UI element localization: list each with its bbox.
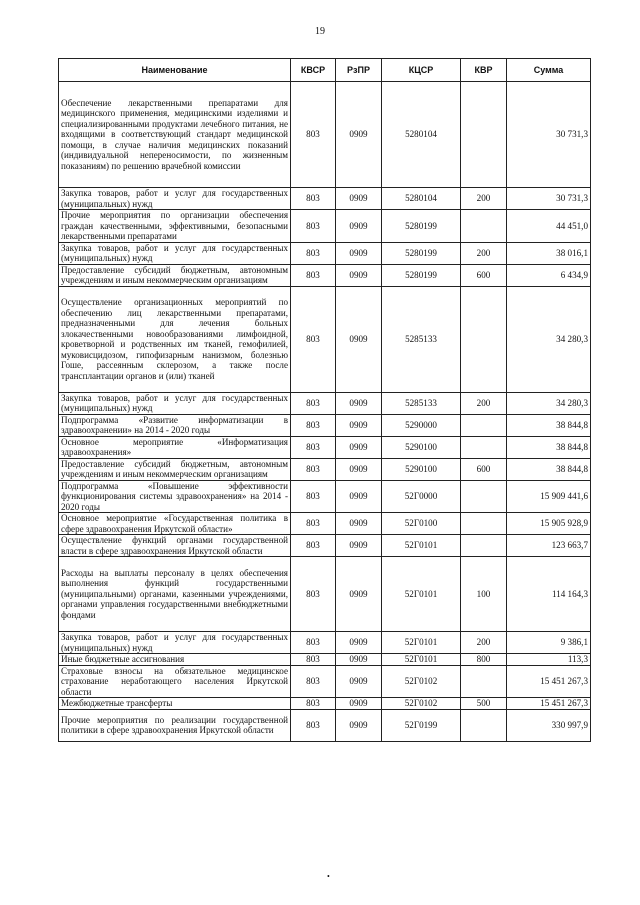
cell-kvr <box>461 286 507 392</box>
cell-rzpr: 0909 <box>336 242 382 264</box>
cell-kvr: 800 <box>461 654 507 666</box>
header-rzpr: РзПР <box>336 59 382 82</box>
cell-rzpr: 0909 <box>336 188 382 210</box>
cell-name: Прочие мероприятия по организации обеспечения граждан качественными, эффективными, безопасными лекарственными препаратами <box>59 210 291 243</box>
cell-kvsr: 803 <box>291 82 336 188</box>
cell-kcsr: 52Г0101 <box>382 632 461 654</box>
cell-kvr <box>461 709 507 741</box>
cell-kvsr: 803 <box>291 188 336 210</box>
table-row <box>59 698 591 710</box>
cell-kcsr: 5280104 <box>382 82 461 188</box>
table-row <box>59 264 591 286</box>
table-row <box>59 286 591 392</box>
cell-kcsr: 5285133 <box>382 286 461 392</box>
cell-rzpr: 0909 <box>336 210 382 243</box>
cell-sum: 30 731,3 <box>507 82 591 188</box>
cell-kcsr: 5280199 <box>382 242 461 264</box>
cell-kcsr: 52Г0101 <box>382 535 461 557</box>
cell-kvr: 200 <box>461 242 507 264</box>
cell-kvr: 200 <box>461 188 507 210</box>
cell-kvr <box>461 535 507 557</box>
cell-kvsr: 803 <box>291 557 336 632</box>
cell-sum: 9 386,1 <box>507 632 591 654</box>
cell-kcsr: 52Г0101 <box>382 654 461 666</box>
cell-sum: 30 731,3 <box>507 188 591 210</box>
cell-sum: 34 280,3 <box>507 286 591 392</box>
cell-sum: 38 016,1 <box>507 242 591 264</box>
cell-rzpr: 0909 <box>336 632 382 654</box>
table-row <box>59 458 591 480</box>
cell-rzpr: 0909 <box>336 480 382 513</box>
cell-kvr: 600 <box>461 458 507 480</box>
cell-rzpr: 0909 <box>336 513 382 535</box>
cell-kcsr: 5290100 <box>382 458 461 480</box>
cell-kvsr: 803 <box>291 392 336 414</box>
cell-name: Основное мероприятие «Информатизация здравоохранения» <box>59 436 291 458</box>
cell-sum: 38 844,8 <box>507 414 591 436</box>
cell-kcsr: 5280104 <box>382 188 461 210</box>
cell-kvsr: 803 <box>291 698 336 710</box>
cell-rzpr: 0909 <box>336 557 382 632</box>
cell-name: Закупка товаров, работ и услуг для государственных (муниципальных) нужд <box>59 188 291 210</box>
table-row <box>59 480 591 513</box>
cell-name: Обеспечение лекарственными препаратами для медицинского применения, медицинскими изделиями и специализированными продуктами лечебного питания, не входящими в соответствующий стандарт медицинской помощи, в случае наличия медицинских показаний (индивидуальной непереносимости, по жизненным показаниям) по решению врачебной комиссии <box>59 82 291 188</box>
cell-rzpr: 0909 <box>336 698 382 710</box>
cell-kvsr: 803 <box>291 458 336 480</box>
page-mark: • <box>327 872 330 881</box>
cell-rzpr: 0909 <box>336 665 382 698</box>
cell-name: Межбюджетные трансферты <box>59 698 291 710</box>
cell-kvsr: 803 <box>291 480 336 513</box>
cell-kcsr: 5285133 <box>382 392 461 414</box>
cell-sum: 15 905 928,9 <box>507 513 591 535</box>
cell-sum: 38 844,8 <box>507 458 591 480</box>
cell-kvsr: 803 <box>291 535 336 557</box>
cell-kvsr: 803 <box>291 632 336 654</box>
cell-kcsr: 52Г0000 <box>382 480 461 513</box>
cell-rzpr: 0909 <box>336 82 382 188</box>
table-row <box>59 392 591 414</box>
cell-name: Иные бюджетные ассигнования <box>59 654 291 666</box>
cell-name: Прочие мероприятия по реализации государственной политики в сфере здравоохранения Иркутской области <box>59 709 291 741</box>
cell-kvr: 600 <box>461 264 507 286</box>
cell-kvsr: 803 <box>291 665 336 698</box>
cell-sum: 44 451,0 <box>507 210 591 243</box>
cell-kvr: 100 <box>461 557 507 632</box>
cell-rzpr: 0909 <box>336 414 382 436</box>
table-row <box>59 188 591 210</box>
cell-name: Осуществление организационных мероприятий по обеспечению лиц лекарственными препаратами, предназначенными для лечения больных злокачественными новообразованиями лимфоидной, кроветворной и родственных им тканей, гемофилией, муковисцидозом, гипофизарным нанизмом, болезнью Гоше, рассеянным склерозом, а также после трансплантации органов и (или) тканей <box>59 286 291 392</box>
table-row <box>59 654 591 666</box>
cell-kcsr: 5280199 <box>382 264 461 286</box>
table-row <box>59 414 591 436</box>
cell-kcsr: 5280199 <box>382 210 461 243</box>
table-row <box>59 709 591 741</box>
cell-rzpr: 0909 <box>336 709 382 741</box>
cell-sum: 123 663,7 <box>507 535 591 557</box>
cell-sum: 34 280,3 <box>507 392 591 414</box>
cell-rzpr: 0909 <box>336 392 382 414</box>
cell-name: Осуществление функций органами государственной власти в сфере здравоохранения Иркутской области <box>59 535 291 557</box>
table-row <box>59 513 591 535</box>
table-row <box>59 557 591 632</box>
cell-rzpr: 0909 <box>336 535 382 557</box>
cell-rzpr: 0909 <box>336 654 382 666</box>
cell-kcsr: 52Г0102 <box>382 665 461 698</box>
cell-kvsr: 803 <box>291 513 336 535</box>
cell-sum: 15 909 441,6 <box>507 480 591 513</box>
cell-kcsr: 52Г0101 <box>382 557 461 632</box>
cell-name: Предоставление субсидий бюджетным, автономным учреждениям и иным некоммерческим организациям <box>59 264 291 286</box>
budget-table <box>58 58 591 742</box>
cell-rzpr: 0909 <box>336 264 382 286</box>
cell-kvr <box>461 414 507 436</box>
cell-sum: 330 997,9 <box>507 709 591 741</box>
cell-sum: 38 844,8 <box>507 436 591 458</box>
cell-kvr <box>461 480 507 513</box>
page-number: 19 <box>315 26 325 37</box>
cell-sum: 114 164,3 <box>507 557 591 632</box>
cell-kvr <box>461 82 507 188</box>
cell-kcsr: 5290100 <box>382 436 461 458</box>
cell-name: Закупка товаров, работ и услуг для государственных (муниципальных) нужд <box>59 242 291 264</box>
table-row <box>59 242 591 264</box>
cell-kvsr: 803 <box>291 436 336 458</box>
cell-name: Подпрограмма «Повышение эффективности функционирования системы здравоохранения» на 2014 - 2020 годы <box>59 480 291 513</box>
cell-kcsr: 52Г0199 <box>382 709 461 741</box>
cell-name: Закупка товаров, работ и услуг для государственных (муниципальных) нужд <box>59 392 291 414</box>
cell-kvr <box>461 665 507 698</box>
cell-name: Расходы на выплаты персоналу в целях обеспечения выполнения функций государственными (муниципальными) органами, казенными учреждениями, органами управления государственными внебюджетными фондами <box>59 557 291 632</box>
cell-kvr: 200 <box>461 392 507 414</box>
cell-kvsr: 803 <box>291 654 336 666</box>
cell-kvsr: 803 <box>291 264 336 286</box>
table-row <box>59 82 591 188</box>
cell-kcsr: 52Г0102 <box>382 698 461 710</box>
table-header-row <box>59 59 591 82</box>
table-row <box>59 436 591 458</box>
cell-name: Предоставление субсидий бюджетным, автономным учреждениям и иным некоммерческим организациям <box>59 458 291 480</box>
cell-sum: 15 451 267,3 <box>507 665 591 698</box>
cell-sum: 6 434,9 <box>507 264 591 286</box>
cell-kcsr: 5290000 <box>382 414 461 436</box>
cell-kvr <box>461 513 507 535</box>
cell-kvsr: 803 <box>291 286 336 392</box>
table-row <box>59 665 591 698</box>
cell-kcsr: 52Г0100 <box>382 513 461 535</box>
cell-rzpr: 0909 <box>336 458 382 480</box>
cell-kvsr: 803 <box>291 414 336 436</box>
header-kvsr: КВСР <box>291 59 336 82</box>
cell-kvr: 200 <box>461 632 507 654</box>
cell-kvsr: 803 <box>291 709 336 741</box>
cell-sum: 15 451 267,3 <box>507 698 591 710</box>
cell-rzpr: 0909 <box>336 436 382 458</box>
header-sum: Сумма <box>507 59 591 82</box>
table-row <box>59 535 591 557</box>
cell-kvr <box>461 210 507 243</box>
header-name: Наименование <box>59 59 291 82</box>
table-row <box>59 632 591 654</box>
header-kcsr: КЦСР <box>382 59 461 82</box>
table-row <box>59 210 591 243</box>
cell-name: Страховые взносы на обязательное медицинское страхование неработающего населения Иркутской области <box>59 665 291 698</box>
cell-sum: 113,3 <box>507 654 591 666</box>
cell-kvsr: 803 <box>291 242 336 264</box>
cell-kvr: 500 <box>461 698 507 710</box>
cell-name: Закупка товаров, работ и услуг для государственных (муниципальных) нужд <box>59 632 291 654</box>
cell-rzpr: 0909 <box>336 286 382 392</box>
header-kvr: КВР <box>461 59 507 82</box>
cell-kvr <box>461 436 507 458</box>
cell-name: Подпрограмма «Развитие информатизации в здравоохранении» на 2014 - 2020 годы <box>59 414 291 436</box>
cell-name: Основное мероприятие «Государственная политика в сфере здравоохранения Иркутской области» <box>59 513 291 535</box>
cell-kvsr: 803 <box>291 210 336 243</box>
